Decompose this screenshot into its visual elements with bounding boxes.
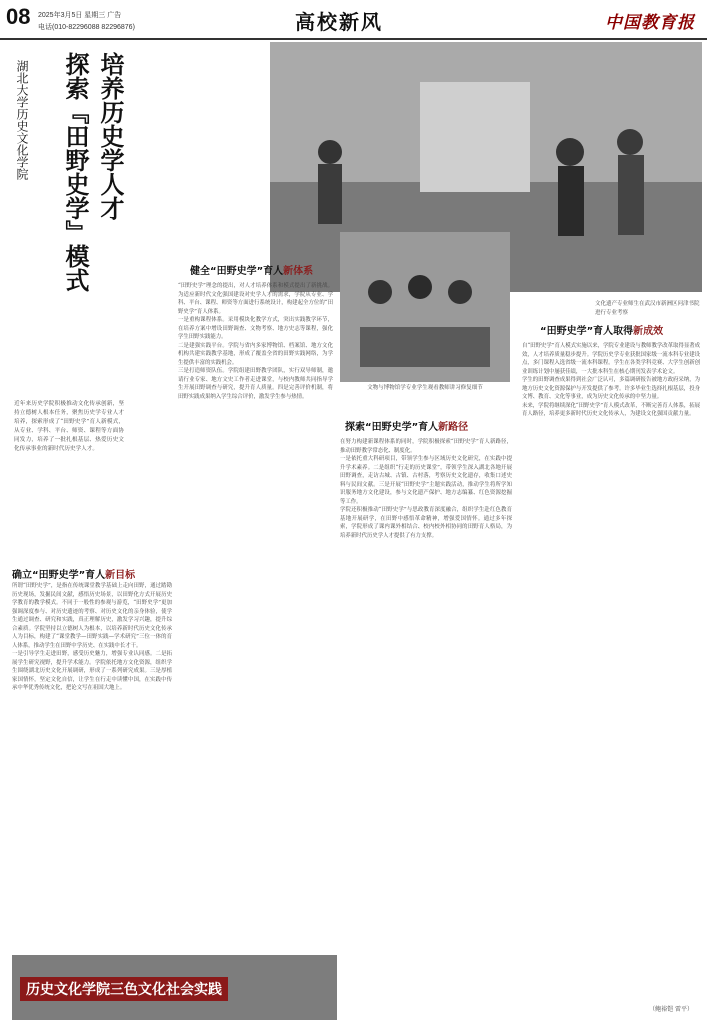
byline: （鲍裕铠 雷平） [649,1006,693,1013]
date-line: 2025年3月5日 星期三 广告 [38,12,122,19]
newspaper-logo: 中国教育报 [605,13,695,33]
edit-line: 电话(010-82296088 82296876) [38,24,135,31]
middle-photo-caption: 文物与博物馆学专业学生观看教师讲习修复细节 [367,385,483,391]
bottom-photo [12,955,337,1020]
section-heading-4: “田野史学”育人取得新成效 [540,326,664,337]
bottom-photo-banner: 历史文化学院三色文化社会实践 [20,977,228,1001]
headline-subtitle: 湖北大学历史文化学院 [15,60,29,180]
section-heading-1: 确立“田野史学”育人新目标 [12,570,136,581]
section-heading-3: 探索“田野史学”育人新路径 [345,422,469,433]
top-photo-caption: 文化遗产专业师生在武汉市新洲区问津书院进行专业考察 [595,301,700,316]
intro-text: 近年来历史学院积极推动文化传承创新，坚持立德树人根本任务，聚焦历史学专业人才培养，探索形成了“田野史学”育人新模式，从专业、学科、平台、师资、课程等方面协同发力，培养了一批扎根基层、热爱历史文化传承事业的新时代历史学人才。 [14,401,124,452]
column-3: 在努力构建新课程体系的同时，学院积极探索“田野史学”育人新路径，推动田野教学常态化、制度化。 一是依托重大科研项目，带领学生参与区域历史文化研究，在实践中提升学术素养。二是组织“行走的历史课堂”，带领学生深入湖北各地开展田野调查，走访古城、古镇、古村落，考察历史文化遗存，收集口述史料与民间文献。三是开展“田野史学”主题实践活动，推动学生将所学知识服务地方文化建设，参与文化遗产保护、地方志编纂、红色资源挖掘等工作。 学院还积极推动“田野史学”与思政教育深度融合，组织学生赴红色教育基地开展研学，在田野中感悟革命精神，增强爱国情怀。通过多年探索，学院形成了课内课外相结合、校内校外相协同的田野育人格局，为培养新时代历史学人才提供了有力支撑。 [340,439,512,539]
column-2: “田野史学”理念的提出，对人才培养体系和模式提出了新挑战。为适应新时代文化强国建设对史学人才的需求，学院从专业、学科、平台、课程、师资等方面进行系统设计，构建起全方位的“田野史学”育人体系。 一是重构课程体系。采用模块化教学方式，突出实践教学环节，在培养方案中增设田野调查、文物考察、地方史志等课程，强化学生田野实践能力。 二是建强实践平台。学院与省内多家博物馆、档案馆、地方文化机构共建实践教学基地，形成了覆盖全省的田野实践网络，为学生提供丰富的实践机会。 三是打造师资队伍。学院组建田野教学团队，实行双导师制，邀请行业专家、地方文史工作者走进课堂，与校内教师共同指导学生开展田野调查与研究，提升育人质量。四是完善评价机制，将田野实践成果纳入学生综合评价，激发学生参与热情。 [178,283,333,400]
headline-line1: 培养历史学人才 [96,52,125,220]
column-4: 自“田野史学”育人模式实施以来，学院专业建设与教师教学改革取得显著成效，人才培养质量稳步提升。学院历史学专业获批国家级一流本科专业建设点，多门课程入选省级一流本科课程。学生在各类学科竞赛、大学生创新创业训练计划中屡获佳绩，一大批本科生在核心期刊发表学术论文。 学生的田野调查成果得到社会广泛认可，多篇调研报告被地方政府采纳，为地方历史文化资源保护与开发提供了参考。许多毕业生选择扎根基层，投身文博、教育、文化等事业，成为历史文化传承的中坚力量。 未来，学院将继续深化“田野史学”育人模式改革，不断完善育人体系，拓展育人路径，培养更多新时代历史文化传承人，为建设文化强国贡献力量。 [522,343,700,417]
headline-line2: 探索『田野史学』模式 [61,52,90,292]
section-heading-2: 健全“田野史学”育人新体系 [190,266,314,277]
middle-photo-art [340,232,510,382]
section-title: 高校新风 [295,10,383,34]
page-header [0,0,707,40]
page-number: 08 [6,4,31,29]
middle-photo [340,232,510,382]
column-1: 所谓“田野史学”，是指在传统课堂教学基础上走向田野，通过踏勘历史现场，发掘民间文献，感悟历史场景，以田野化方式开展历史学教育的教学模式。不同于一般性的参观与游览，“田野史学”更加强调深度参与、对历史遗迹的考察、对历史文化的亲身体验，使学生通过调查、研究和实践，真正理解历史，激发学习兴趣，提升综合素质。学院坚持以立德树人为根本，以培养新时代历史文化传承人为目标，构建了“课堂教学—田野实践—学术研究”三位一体的育人体系，推动学生在田野中学历史、在实践中长才干。 一是引导学生走进田野，感受历史魅力，增强专业认同感。二是拓展学生研究视野，提升学术能力。学院依托地方文化资源，组织学生围绕湖北历史文化开展调研，形成了一系列研究成果。三是厚植家国情怀，坚定文化自信，让学生在行走中读懂中国，在实践中传承中华优秀传统文化，把论文写在祖国大地上。 [12,583,172,691]
